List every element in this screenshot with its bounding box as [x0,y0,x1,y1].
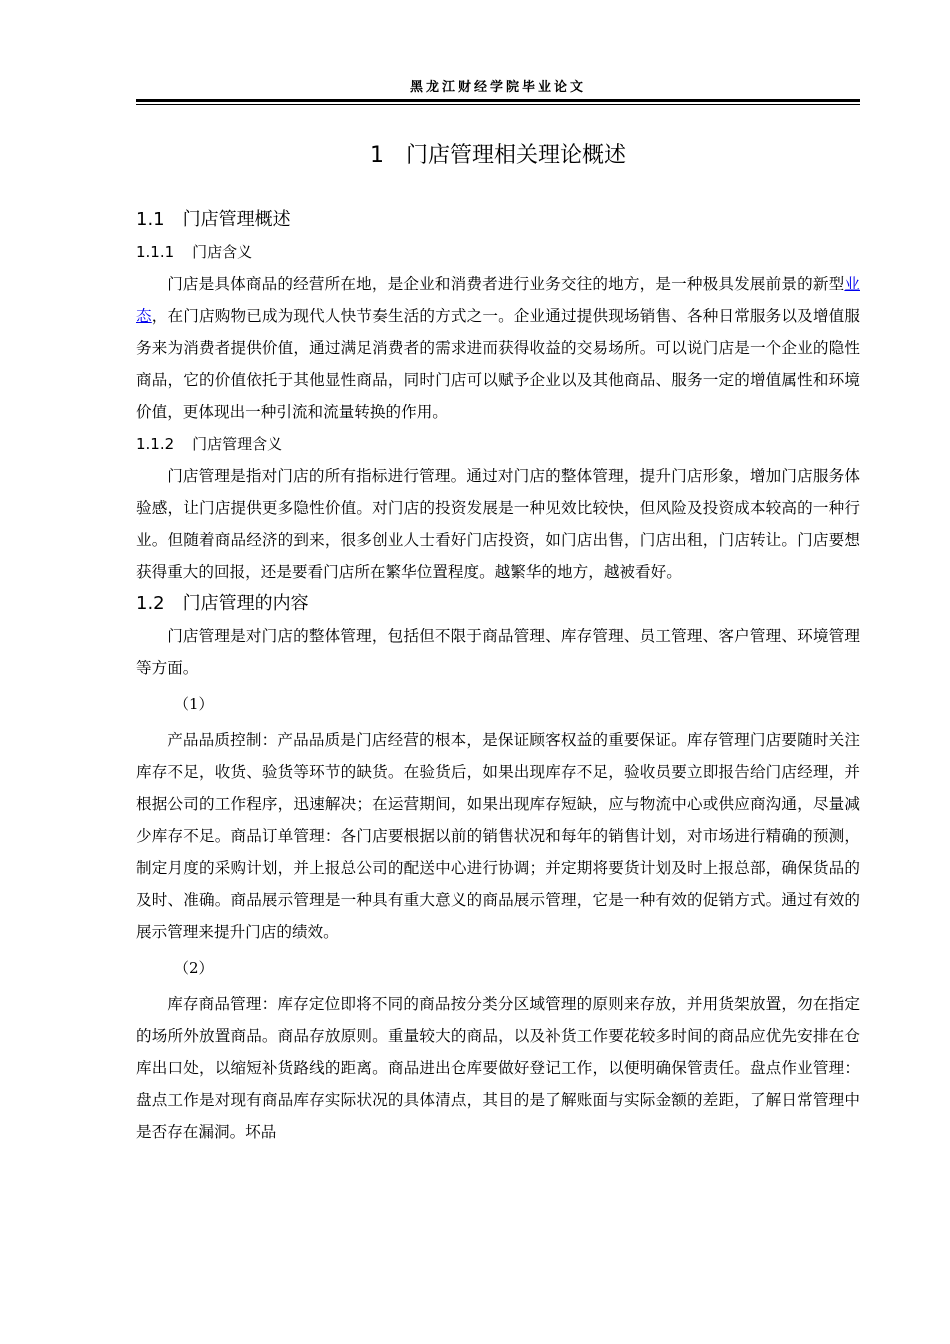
document-body [136,138,860,1148]
paragraph-store-management-definition: 门店管理是指对门店的所有指标进行管理。通过对门店的整体管理，提升门店形象，增加门店服务体验感，让门店提供更多隐性价值。对门店的投资发展是一种见效比较快，但风险及投资成本较高的一种行业。但随着商品经济的到来，很多创业人士看好门店投资，如门店出售，门店出租，门店转让。门店要想获得重大的回报，还是要看门店所在繁华位置程度。越繁华的地方，越被看好。 [136,467,860,581]
subsection-title: 门店管理含义 [192,435,283,453]
header-rule-thin [136,104,860,105]
subsection-heading-1-1-2 [136,428,860,460]
section-title: 门店管理概述 [182,209,291,230]
enumeration-marker-1: （1） [174,695,214,713]
subsection-title: 门店含义 [192,243,253,261]
section-number: 1.1 [136,209,165,230]
subsection-number: 1.1.2 [136,435,175,453]
subsection-heading-1-1-1 [136,236,860,268]
chapter-title [136,138,860,174]
chapter-number: 1 [369,143,384,168]
page-header: 黑龙江财经学院毕业论文 [409,80,586,95]
section-number: 1.2 [136,593,165,614]
chapter-heading-text: 门店管理相关理论概述 [405,143,626,168]
paragraph-management-content: 门店管理是对门店的整体管理，包括但不限于商品管理、库存管理、员工管理、客户管理、环境管理等方面。 [136,627,860,677]
paragraph-product-quality: 产品品质控制：产品品质是门店经营的根本，是保证顾客权益的重要保证。库存管理门店要随时关注库存不足，收货、验货等环节的缺货。在验货后，如果出现库存不足，验收员要立即报告给门店经理，并根据公司的工作程序，迅速解决；在运营期间，如果出现库存短缺，应与物流中心或供应商沟通，尽量减少库存不足。商品订单管理：各门店要根据以前的销售状况和每年的销售计划，对市场进行精确的预测，制定月度的采购计划，并上报总公司的配送中心进行协调；并定期将要货计划及时上报总部，确保货品的及时、准确。商品展示管理是一种具有重大意义的商品展示管理，它是一种有效的促销方式。通过有效的展示管理来提升门店的绩效。 [136,731,860,941]
paragraph-text: 门店是具体商品的经营所在地，是企业和消费者进行业务交往的地方，是一种极具发展前景的新型 [167,275,845,293]
yetai-link[interactable]: 业态 [136,275,860,325]
subsection-number: 1.1.1 [136,243,175,261]
section-heading-1-2 [136,588,860,620]
paragraph-text: ，在门店购物已成为现代人快节奏生活的方式之一。企业通过提供现场销售、各种日常服务以及增值服务来为消费者提供价值，通过满足消费者的需求进而获得收益的交易场所。可以说门店是一个企业的隐性商品，它的价值依托于其他显性商品，同时门店可以赋予企业以及其他商品、服务一定的增值属性和环境价值，更体现出一种引流和流量转换的作用。 [136,307,860,421]
section-title: 门店管理的内容 [182,593,309,614]
header-rule-thick [136,99,860,102]
enumeration-marker-2: （2） [174,959,214,977]
paragraph-inventory-management: 库存商品管理：库存定位即将不同的商品按分类分区域管理的原则来存放，并用货架放置，勿在指定的场所外放置商品。商品存放原则。重量较大的商品，以及补货工作要花较多时间的商品应优先安排在仓库出口处，以缩短补货路线的距离。商品进出仓库要做好登记工作，以便明确保管责任。盘点作业管理：盘点工作是对现有商品库存实际状况的具体清点，其目的是了解账面与实际金额的差距，了解日常管理中是否存在漏洞。坏品 [136,995,860,1141]
paragraph-store-definition [136,268,860,428]
section-heading-1-1 [136,204,860,236]
